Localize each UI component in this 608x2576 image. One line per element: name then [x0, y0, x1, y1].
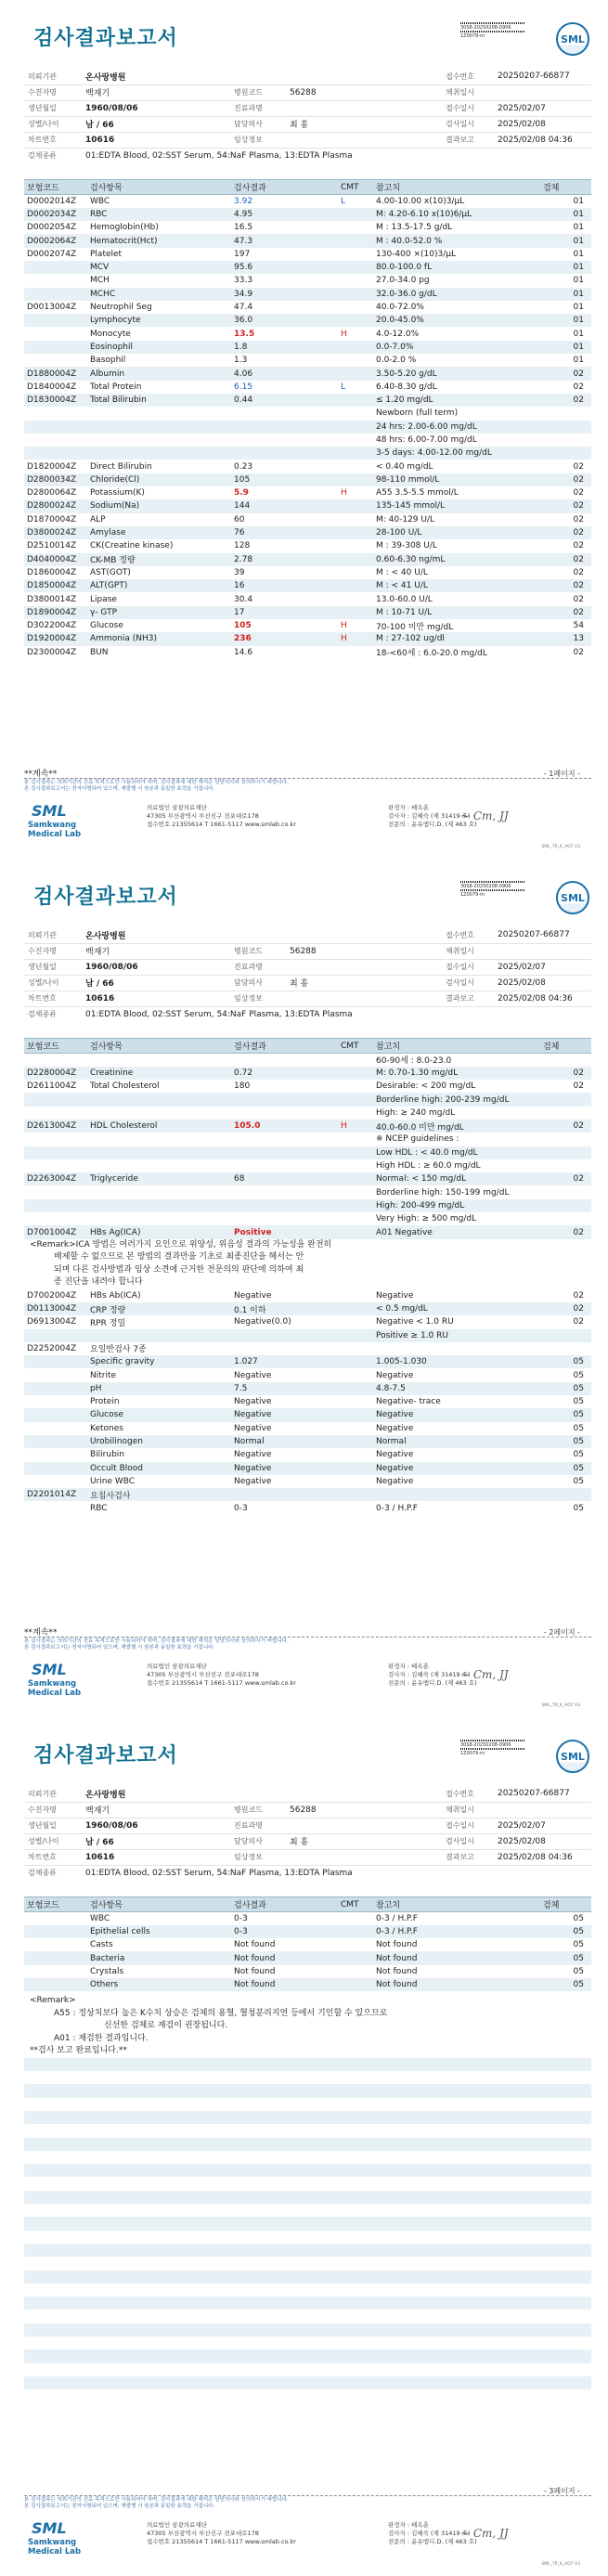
table-row: D7001004Z HBs Ag(ICA) Positive A01 Negative 02 [24, 1225, 591, 1238]
table-row: pH 7.5 4.8-7.5 05 [24, 1382, 591, 1395]
table-row: Urobilinogen Normal Normal 05 [24, 1435, 591, 1448]
table-row: Positive ≥ 1.0 RU [24, 1329, 591, 1342]
report-page-1: 검사결과보고서 30S8-20250208-0906 1Z0079-m SML 의뢰기관 온사랑병원 접수번호 20250207-66877 수진자명 백재기 병원코드 56288 채취일시 생년월일 1960/08/06 진료과명 접수일시 2025/02/07 성별/나이 남 / 66 담당의사 최 홍 검사일시 2025/02/08 차트번호 10616 임상정보 결과보고 2025/02/08 04:36 검체종류 01:EDTA Blood, 02:SST Serum, 54:NaF Plasma, 13:EDTA Plasma 보험코드 검사항목 검사결과 CMT 참고치 검체 D0002014Z WBC 3.92 L 4.00-10.00 x(10)3/μL 01 D0002034Z RBC 4.95 M: 4.20-6.10 x(10)6/μL 01 D0002054Z Hemoglobin(Hb) 16.5 M : 13.5-17.5 g/dL 01 D0002064Z Hematocrit(Hct) 47.3 M : 40.0-52.0 % 01 D0002074Z Platelet 197 130-400 ×(10)3/μL 01 MCV 95.6 80.0-100.0 fL 01 MCH 33.3 27.0-34.0 pg 01 MCHC 34.9 32.0-36.0 g/dL 01 D0013004Z Neutrophil Seg 47.4 40.0-72.0% 01 Lymphocyte 36.0 20.0-45.0% 01 Monocyte 13.5 H 4.0-12.0% 01 Eosinophil 1.8 0.0-7.0% 01 Basophil 1.3 0.0-2.0 % 01 D1880004Z Albumin 4.06 3.50-5.20 g/dL 02 D1840004Z Total Protein 6.15 L 6.40-8.30 g/dL 02 D1830004Z Total Bilirubin 0.44 ≤ 1.20 mg/dL 02 Newborn (full term) 24 hrs: 2.00-6.00 mg/dL 48 hrs: 6.00-7.00 mg/dL 3-5 days: 4.00-12.00 mg/dL D1820004Z Direct Bilirubin 0.23 < 0.40 mg/dL 02 D2800034Z Chloride(Cl) 105 98-110 mmol/L 02 D2800064Z Potassium(K) 5.9 H A55 3.5-5.5 mmol/L 02 D2800024Z Sodium(Na) 144 135-145 mmol/L 02 D1870004Z ALP 60 M: 40-129 U/L 02 D3800024Z Amylase 76 28-100 U/L 02 D2510014Z CK(Creatine kinase) 128 M : 39-308 U/L 02 D4040004Z CK-MB 정량 2.78 0.60-6.30 ng/mL 02 D1860004Z AST(GOT) 39 M : < 40 U/L 02 D1850004Z ALT(GPT) 16 M : < 41 U/L 02 D3800014Z Lipase 30.4 13.0-60.0 U/L 02 D1890004Z γ- GTP 17 M : 10-71 U/L 02 D3022004Z Glucose 105 H 70-100 미만 mg/dL 54 D1920004Z Ammonia (NH3) 236 H M : 27-102 ug/dl 13 D2300004Z BUN 14.6 18-<60세 : 6.0-20.0 mg/dL 02 **계속** - 1페이지 - 본 검사결과는 의뢰기관의 진료 목적으로만 사용되어야 하며, 검사결과에 대한 해석은 담당의사와 상의하시기 바랍니다. 본 검사결과보고서는 전자서명되어 있으며, 재발행 시 원본과 동일한 효력을 가집니다. SML Samkwang Medical Lab 의료법인 삼광의료재단 47305 부산광역시 부산진구 전포대로178 접수번호 21355614 T 1661-5117 www.smlab.co.kr 판정자 : 배옥훈 검사자 : 김혜숙 (제 31419 호) 전문의 : 윤유엠디.D. (제 463 호) ~ Cm, JJ SML_TR_K_AO7 V3 [0, 0, 608, 859]
table-row: D4040004Z CK-MB 정량 2.78 0.60-6.30 ng/mL 02 [24, 553, 591, 566]
results-table-page-2b [24, 1289, 591, 1515]
hbsag-remark: <Remark>ICA 방법은 여러가지 요인으로 위양성, 위음성 결과의 가능성을 완전히 배제할 수 없으므로 본 방법의 결과만을 기초로 최종진단을 해서는 안 되며 다른 검사방법과 임상 소견에 근거한 전문의의 판단에 의하여 최 종 진단을 내려야 합니다 [30, 1239, 332, 1288]
table-row: Ketones Negative Negative 05 [90, 1423, 584, 1433]
table-row: D2800034Z Chloride(Cl) 105 98-110 mmol/L 02 [24, 473, 591, 486]
table-row: 48 hrs: 6.00-7.00 mg/dL [376, 434, 477, 445]
table-row: Occult Blood Negative Negative 05 [24, 1462, 591, 1475]
table-row: D3800014Z Lipase 30.4 13.0-60.0 U/L 02 [27, 594, 584, 604]
table-row: D2252004Z 요일반검사 7종 [27, 1343, 147, 1355]
report-title: 검사결과보고서 [33, 1744, 178, 1767]
table-row: D2800024Z Sodium(Na) 144 135-145 mmol/L 02 [24, 499, 591, 512]
table-row: D2611004Z Total Cholesterol 180 Desirable: < 200 mg/dL 02 [27, 1081, 584, 1092]
table-row: D1870004Z ALP 60 M: 40-129 U/L 02 [27, 514, 584, 524]
table-row: Very High: ≥ 500 mg/dL [376, 1214, 477, 1224]
table-row: MCV 95.6 80.0-100.0 fL 01 [24, 261, 591, 274]
table-row: D1860004Z AST(GOT) 39 M : < 40 U/L 02 [27, 567, 584, 577]
table-row: D6913004Z RPR 정밀 Negative(0.0) Negative < 1.0 RU 02 [27, 1317, 584, 1328]
table-row: Casts Not found Not found 05 [90, 1940, 584, 1950]
report-header [24, 0, 591, 69]
samkwang-logo-icon: SML [32, 802, 67, 820]
table-row: D0002034Z RBC 4.95 M: 4.20-6.10 x(10)6/μL 01 [24, 208, 591, 221]
table-row: D1830004Z Total Bilirubin 0.44 ≤ 1.20 mg/dL 02 [24, 394, 591, 407]
table-row: D0002054Z Hemoglobin(Hb) 16.5 M : 13.5-17.5 g/dL 01 [27, 223, 584, 233]
table-row: Bilirubin Negative Negative 05 [90, 1450, 584, 1460]
samkwang-logo-icon: SML [32, 2519, 67, 2537]
patient-info-table: 의뢰기관 온사랑병원 접수번호 20250207-66877 수진자명 백재기 병원코드 56288 채취일시 생년월일 1960/08/06 진료과명 접수일시 2025/02/07 성별/나이 남 / 66 담당의사 최 홍 검사일시 2025/02/08 차트번호 10616 임상정보 결과보고 2025/02/08 04:36 검체종류 01:EDTA Blood, 02:SST Serum, 54:NaF Plasma, 13:EDTA Plasma [24, 69, 591, 163]
table-row: D0002074Z Platelet 197 130-400 ×(10)3/μL 01 [27, 249, 584, 259]
results-table-page-3: 보험코드 검사항목 검사결과 CMT 참고치 검체 WBC 0-3 0-3 / H.P.F 05 Epithelial cells 0-3 0-3 / H.P.F 05 Casts Not found Not found 05 Bacteria Not found Not found 05 Crystals Not found Not found 05 Others Not found Not found 05 [24, 1896, 591, 1991]
table-row: Bacteria Not found Not found 05 [24, 1951, 591, 1964]
table-row: D2510014Z CK(Creatine kinase) 128 M : 39-308 U/L 02 [27, 541, 584, 551]
table-row: D2800064Z Potassium(K) 5.9 H A55 3.5-5.5 mmol/L 02 [27, 488, 584, 498]
barcode: 30S8-20250208-0906 1Z0079-m [460, 881, 553, 898]
disclaimer: 본 검사결과는 의뢰기관의 진료 목적으로만 사용되어야 하며, 검사결과에 대한 해석은 담당의사와 상의하시기 바랍니다. 본 검사결과보고서는 전자서명되어 있으며, 재발행 시 원본과 동일한 효력을 가집니다. [24, 1638, 289, 1650]
page-number: - 3페이지 - [543, 2487, 580, 2495]
blank-rows [24, 2058, 591, 2403]
table-row: D7002004Z HBs Ab(ICA) Negative Negative 02 [27, 1290, 584, 1301]
table-row: D2201014Z 요침사검사 [24, 1488, 591, 1501]
results-table-page-2: 보험코드 검사항목 검사결과 CMT 참고치 검체 60-90세 : 8.0-23.0 D2280004Z Creatinine 0.72 M: 0.70-1.30 mg/dL 02 D2611004Z Total Cholesterol 180 Desirable: < 200 mg/dL 02 Borderline high: 200-239 mg/dL High: ≥ 240 mg/dL D2613004Z HDL Cholesterol 105.0 H 40.0-60.0 미만 mg/dL 02 ※ NCEP guidelines : Low HDL : < 40.0 mg/dL High HDL : ≥ 60.0 mg/dL D2263004Z Triglyceride 68 Normal: < 150 mg/dL 02 Borderline high: 150-199 mg/dL High: 200-499 mg/dL Very High: ≥ 500 mg/dL D7001004Z HBs Ag(ICA) Positive A01 Negative 02 [24, 1038, 591, 1239]
table-row: D1840004Z Total Protein 6.15 L 6.40-8.30 g/dL 02 [27, 382, 584, 392]
table-row: Borderline high: 150-199 mg/dL [376, 1187, 510, 1197]
table-row: Epithelial cells 0-3 0-3 / H.P.F 05 [24, 1925, 591, 1938]
table-row: WBC 0-3 0-3 / H.P.F 05 [90, 1913, 584, 1923]
table-row: Eosinophil 1.8 0.0-7.0% 01 [24, 341, 591, 354]
barcode: 30S8-20250208-0906 1Z0079-m [460, 22, 553, 39]
table-row: Newborn (full term) [376, 408, 459, 419]
table-row: RBC 0-3 0-3 / H.P.F 05 [90, 1503, 584, 1513]
report-title: 검사결과보고서 [33, 27, 178, 50]
samkwang-logo-icon: SML [32, 1661, 67, 1678]
table-row: High: ≥ 240 mg/dL [376, 1107, 456, 1118]
table-row: High: 200-499 mg/dL [24, 1199, 591, 1212]
sml-logo-icon: SML [556, 1740, 589, 1773]
signature-icon: ~ Cm, JJ [460, 809, 509, 822]
patient-info-table: 의뢰기관 온사랑병원 접수번호 20250207-66877 수진자명 백재기 병원코드 56288 채취일시 생년월일 1960/08/06 진료과명 접수일시 2025/02/07 성별/나이 남 / 66 담당의사 최 홍 검사일시 2025/02/08 차트번호 10616 임상정보 결과보고 2025/02/08 04:36 검체종류 01:EDTA Blood, 02:SST Serum, 54:NaF Plasma, 13:EDTA Plasma [24, 1786, 591, 1881]
disclaimer: 본 검사결과는 의뢰기관의 진료 목적으로만 사용되어야 하며, 검사결과에 대한 해석은 담당의사와 상의하시기 바랍니다. 본 검사결과보고서는 전자서명되어 있으며, 재발행 시 원본과 동일한 효력을 가집니다. [24, 780, 289, 792]
table-row: D1880004Z Albumin 4.06 3.50-5.20 g/dL 02 [24, 367, 591, 380]
table-row: Monocyte 13.5 H 4.0-12.0% 01 [90, 329, 584, 339]
table-row: D2300004Z BUN 14.6 18-<60세 : 6.0-20.0 mg/dL 02 [27, 647, 584, 659]
report-title: 검사결과보고서 [33, 886, 178, 909]
barcode: 30S8-20250208-0906 1Z0079-m [460, 1740, 553, 1756]
table-row: MCH 33.3 27.0-34.0 pg 01 [90, 276, 584, 286]
table-row: 60-90세 : 8.0-23.0 [376, 1056, 452, 1067]
continued-mark: **계속** [24, 1628, 58, 1638]
table-row: D1820004Z Direct Bilirubin 0.23 < 0.40 mg/dL 02 [27, 461, 584, 472]
patient-info-table: 의뢰기관 온사랑병원 접수번호 20250207-66877 수진자명 백재기 병원코드 56288 채취일시 생년월일 1960/08/06 진료과명 접수일시 2025/02/07 성별/나이 남 / 66 담당의사 최 홍 검사일시 2025/02/08 차트번호 10616 임상정보 결과보고 2025/02/08 04:36 검체종류 01:EDTA Blood, 02:SST Serum, 54:NaF Plasma, 13:EDTA Plasma [24, 927, 591, 1022]
table-row: D3800024Z Amylase 76 28-100 U/L 02 [24, 526, 591, 539]
report-page-3: 검사결과보고서 30S8-20250208-0906 1Z0079-m SML 의뢰기관 온사랑병원 접수번호 20250207-66877 수진자명 백재기 병원코드 56288 채취일시 생년월일 1960/08/06 진료과명 접수일시 2025/02/07 성별/나이 남 / 66 담당의사 최 홍 검사일시 2025/02/08 차트번호 10616 임상정보 결과보고 2025/02/08 04:36 검체종류 01:EDTA Blood, 02:SST Serum, 54:NaF Plasma, 13:EDTA Plasma 보험코드 검사항목 검사결과 CMT 참고치 검체 WBC 0-3 0-3 / H.P.F 05 Epithelial cells 0-3 0-3 / H.P.F 05 Casts Not found Not found 05 Bacteria Not found Not found 05 Crystals Not found Not found 05 Others Not found Not found 05 <Remark> A55 : 정상치보다 높은 K수치 상승은 검체의 용혈, 혈청분리지연 등에서 기인할 수 있으므로 신선한 검체로 재검이 권장됩니다. A01 : 재검한 결과입니다. **검사 보고 완료입니다.** - 3페이지 - 본 검사결과는 의뢰기관의 진료 목적으로만 사용되어야 하며, 검사결과에 대한 해석은 담당의사와 상의하시기 바랍니다. 본 검사결과보고서는 전자서명되어 있으며, 재발행 시 원본과 동일한 효력을 가집니다. SML Samkwang Medical Lab 의료법인 삼광의료재단 47305 부산광역시 부산진구 전포대로178 접수번호 21355614 T 1661-5117 www.smlab.co.kr 판정자 : 배옥훈 검사자 : 김혜숙 (제 31419 호) 전문의 : 윤유엠디.D. (제 463 호) ~ Cm, JJ SML_TR_K_AO7 V3 [0, 1717, 608, 2576]
table-row: D2280004Z Creatinine 0.72 M: 0.70-1.30 mg/dL 02 [24, 1067, 591, 1080]
table-row: D0013004Z Neutrophil Seg 47.4 40.0-72.0% 01 [27, 303, 584, 313]
table-row: Urine WBC Negative Negative 05 [90, 1476, 584, 1486]
table-row: Nitrite Negative Negative 05 [90, 1370, 584, 1380]
table-row: D3022004Z Glucose 105 H 70-100 미만 mg/dL 54 [27, 621, 584, 632]
signature-icon: ~ Cm, JJ [460, 1668, 509, 1681]
table-row: 24 hrs: 2.00-6.00 mg/dL [24, 421, 591, 434]
report-page-2: 검사결과보고서 30S8-20250208-0906 1Z0079-m SML 의뢰기관 온사랑병원 접수번호 20250207-66877 수진자명 백재기 병원코드 56288 채취일시 생년월일 1960/08/06 진료과명 접수일시 2025/02/07 성별/나이 남 / 66 담당의사 최 홍 검사일시 2025/02/08 차트번호 10616 임상정보 결과보고 2025/02/08 04:36 검체종류 01:EDTA Blood, 02:SST Serum, 54:NaF Plasma, 13:EDTA Plasma 보험코드 검사항목 검사결과 CMT 참고치 검체 60-90세 : 8.0-23.0 D2280004Z Creatinine 0.72 M: 0.70-1.30 mg/dL 02 D2611004Z Total Cholesterol 180 Desirable: < 200 mg/dL 02 Borderline high: 200-239 mg/dL High: ≥ 240 mg/dL D2613004Z HDL Cholesterol 105.0 H 40.0-60.0 미만 mg/dL 02 ※ NCEP guidelines : Low HDL : < 40.0 mg/dL High HDL : ≥ 60.0 mg/dL D2263004Z Triglyceride 68 Normal: < 150 mg/dL 02 Borderline high: 150-199 mg/dL High: 200-499 mg/dL Very High: ≥ 500 mg/dL D7001004Z HBs Ag(ICA) Positive A01 Negative 02 <Remark>ICA 방법은 여러가지 요인으로 위양성, 위음성 결과의 가능성을 완전히 배제할 수 없으므로 본 방법의 결과만을 기초로 최종진단을 해서는 안 되며 다른 검사방법과 임상 소견에 근거한 전문의의 판단에 의하여 최 종 진단을 내려야 합니다 D7002004Z HBs Ab(ICA) Negative Negative 02 D0113004Z CRP 정량 0.1 이하 < 0.5 mg/dL 02 D6913004Z RPR 정밀 Negative(0.0) Negative < 1.0 RU 02 Positive ≥ 1.0 RU D2252004Z 요일반검사 7종 Specific gravity 1.027 1.005-1.030 05 Nitrite Negative Negative 05 pH 7.5 4.8-7.5 05 Protein Negative Negative- trace 05 Glucose Negative Negative 05 Ketones Negative Negative 05 Urobilinogen Normal Normal 05 Bilirubin Negative Negative 05 Occult Blood Negative Negative 05 Urine WBC Negative Negative 05 D2201014Z 요침사검사 RBC 0-3 0-3 / H.P.F 05 **계속** - 2페이지 - 본 검사결과는 의뢰기관의 진료 목적으로만 사용되어야 하며, 검사결과에 대한 해석은 담당의사와 상의하시기 바랍니다. 본 검사결과보고서는 전자서명되어 있으며, 재발행 시 원본과 동일한 효력을 가집니다. SML Samkwang Medical Lab 의료법인 삼광의료재단 47305 부산광역시 부산진구 전포대로178 접수번호 21355614 T 1661-5117 www.smlab.co.kr 판정자 : 배옥훈 검사자 : 김혜숙 (제 31419 호) 전문의 : 윤유엠디.D. (제 463 호) ~ Cm, JJ SML_TR_K_AO7 V3 [0, 859, 608, 1717]
table-row: Borderline high: 200-239 mg/dL [24, 1093, 591, 1106]
remark-block: <Remark> A55 : 정상치보다 높은 K수치 상승은 검체의 용혈, 혈청분리지연 등에서 기인할 수 있으므로 신선한 검체로 재검이 권장됩니다. A01 : 재검한 결과입니다. **검사 보고 완료입니다.** [30, 1996, 388, 2056]
table-row: D0002014Z WBC 3.92 L 4.00-10.00 x(10)3/μL 01 [27, 196, 584, 206]
continued-mark: **계속** [24, 770, 58, 779]
disclaimer: 본 검사결과는 의뢰기관의 진료 목적으로만 사용되어야 하며, 검사결과에 대한 해석은 담당의사와 상의하시기 바랍니다. 본 검사결과보고서는 전자서명되어 있으며, 재발행 시 원본과 동일한 효력을 가집니다. [24, 2497, 289, 2509]
results-table-page-1: 보험코드 검사항목 검사결과 CMT 참고치 검체 D0002014Z WBC 3.92 L 4.00-10.00 x(10)3/μL 01 D0002034Z RBC 4.95 M: 4.20-6.10 x(10)6/μL 01 D0002054Z Hemoglobin(Hb) 16.5 M : 13.5-17.5 g/dL 01 D0002064Z Hematocrit(Hct) 47.3 M : 40.0-52.0 % 01 D0002074Z Platelet 197 130-400 ×(10)3/μL 01 MCV 95.6 80.0-100.0 fL 01 MCH 33.3 27.0-34.0 pg 01 MCHC 34.9 32.0-36.0 g/dL 01 D0013004Z Neutrophil Seg 47.4 40.0-72.0% 01 Lymphocyte 36.0 20.0-45.0% 01 Monocyte 13.5 H 4.0-12.0% 01 Eosinophil 1.8 0.0-7.0% 01 Basophil 1.3 0.0-2.0 % 01 D1880004Z Albumin 4.06 3.50-5.20 g/dL 02 D1840004Z Total Protein 6.15 L 6.40-8.30 g/dL 02 D1830004Z Total Bilirubin 0.44 ≤ 1.20 mg/dL 02 Newborn (full term) 24 hrs: 2.00-6.00 mg/dL 48 hrs: 6.00-7.00 mg/dL 3-5 days: 4.00-12.00 mg/dL D1820004Z Direct Bilirubin 0.23 < 0.40 mg/dL 02 D2800034Z Chloride(Cl) 105 98-110 mmol/L 02 D2800064Z Potassium(K) 5.9 H A55 3.5-5.5 mmol/L 02 D2800024Z Sodium(Na) 144 135-145 mmol/L 02 D1870004Z ALP 60 M: 40-129 U/L 02 D3800024Z Amylase 76 28-100 U/L 02 D2510014Z CK(Creatine kinase) 128 M : 39-308 U/L 02 D4040004Z CK-MB 정량 2.78 0.60-6.30 ng/mL 02 D1860004Z AST(GOT) 39 M : < 40 U/L 02 D1850004Z ALT(GPT) 16 M : < 41 U/L 02 D3800014Z Lipase 30.4 13.0-60.0 U/L 02 D1890004Z γ- GTP 17 M : 10-71 U/L 02 D3022004Z Glucose 105 H 70-100 미만 mg/dL 54 D1920004Z Ammonia (NH3) 236 H M : 27-102 ug/dl 13 D2300004Z BUN 14.6 18-<60세 : 6.0-20.0 mg/dL 02 [24, 179, 591, 659]
table-row: D2263004Z Triglyceride 68 Normal: < 150 mg/dL 02 [24, 1172, 591, 1185]
table-row: D0002064Z Hematocrit(Hct) 47.3 M : 40.0-52.0 % 01 [24, 234, 591, 247]
table-row: MCHC 34.9 32.0-36.0 g/dL 01 [24, 288, 591, 301]
table-row: Protein Negative Negative- trace 05 [90, 1397, 584, 1407]
table-row: D1890004Z γ- GTP 17 M : 10-71 U/L 02 [24, 606, 591, 619]
table-row: Others Not found Not found 05 [24, 1978, 591, 1991]
table-row: Lymphocyte 36.0 20.0-45.0% 01 [24, 314, 591, 327]
table-row: D2613004Z HDL Cholesterol 105.0 H 40.0-60.0 미만 mg/dL 02 [24, 1120, 591, 1133]
footer: SML Samkwang Medical Lab 의료법인 삼광의료재단 47305 부산광역시 부산진구 전포대로178 접수번호 21355614 T 1661-5117 www.smlab.co.kr 판정자 : 배옥훈 검사자 : 김혜숙 (제 31419 호) 전문의 : 윤유엠디.D. (제 463 호) ~ Cm, JJ [28, 802, 509, 839]
table-row: Specific gravity 1.027 1.005-1.030 05 [24, 1355, 591, 1368]
table-row: ※ NCEP guidelines : [376, 1134, 459, 1145]
page-number: - 1페이지 - [543, 770, 580, 778]
table-row: 3-5 days: 4.00-12.00 mg/dL [24, 447, 591, 460]
footer: SML Samkwang Medical Lab 의료법인 삼광의료재단 47305 부산광역시 부산진구 전포대로178 접수번호 21355614 T 1661-5117 www.smlab.co.kr 판정자 : 배옥훈 검사자 : 김혜숙 (제 31419 호) 전문의 : 윤유엠디.D. (제 463 호) ~ Cm, JJ [28, 1661, 509, 1698]
table-row: Basophil 1.3 0.0-2.0 % 01 [90, 356, 584, 366]
table-row: Crystals Not found Not found 05 [90, 1966, 584, 1976]
table-row: Low HDL : < 40.0 mg/dL [24, 1146, 591, 1159]
sml-logo-icon: SML [556, 22, 589, 56]
footer: SML Samkwang Medical Lab 의료법인 삼광의료재단 47305 부산광역시 부산진구 전포대로178 접수번호 21355614 T 1661-5117 www.smlab.co.kr 판정자 : 배옥훈 검사자 : 김혜숙 (제 31419 호) 전문의 : 윤유엠디.D. (제 463 호) ~ Cm, JJ [28, 2519, 509, 2557]
table-row: D1920004Z Ammonia (NH3) 236 H M : 27-102 ug/dl 13 [24, 632, 591, 645]
table-row: D0113004Z CRP 정량 0.1 이하 < 0.5 mg/dL 02 [24, 1302, 591, 1315]
table-row: Glucose Negative Negative 05 [24, 1408, 591, 1421]
table-row: D1850004Z ALT(GPT) 16 M : < 41 U/L 02 [24, 579, 591, 592]
page-number: - 2페이지 - [543, 1628, 580, 1637]
signature-icon: ~ Cm, JJ [460, 2527, 509, 2540]
table-row: High HDL : ≥ 60.0 mg/dL [376, 1161, 481, 1171]
sml-logo-icon: SML [556, 881, 589, 914]
